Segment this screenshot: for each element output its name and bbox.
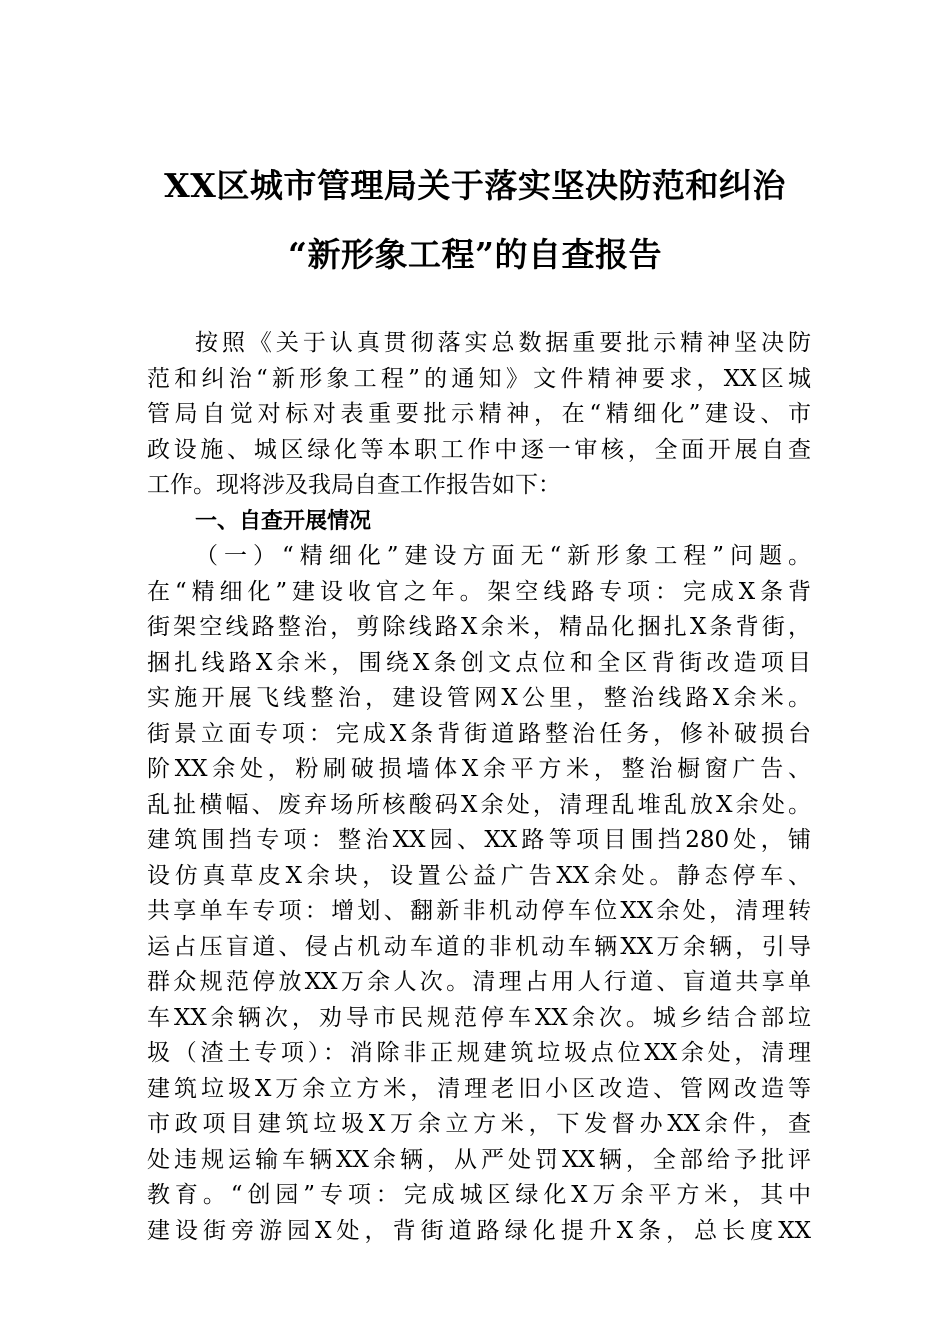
paragraph-2-line: 乱扯横幅、废弃场所核酸码X余处，清理乱堆乱放X余处。	[147, 791, 811, 818]
paragraph-2-line: 实施开展飞线整治，建设管网X公里，整治线路X余米。	[147, 685, 811, 711]
section-1-heading: 一、自查开展情况	[195, 508, 372, 534]
paragraph-1-line: 政设施、城区绿化等本职工作中逐一审核，全面开展自查	[147, 436, 811, 463]
paragraph-2-line: 市政项目建筑垃圾X万余立方米，下发督办XX余件，查	[147, 1111, 811, 1137]
paragraph-2-line: 处违规运输车辆XX余辆，从严处罚XX辆，全部给予批评	[147, 1146, 811, 1173]
paragraph-1-line: 按照《关于认真贯彻落实总数据重要批示精神坚决防	[195, 330, 811, 356]
paragraph-2-line: 群众规范停放XX万余人次。清理占用人行道、盲道共享单	[147, 969, 811, 995]
paragraph-2-line: 车XX余辆次，劝导市民规范停车XX余次。城乡结合部垃	[147, 1004, 811, 1031]
paragraph-2-line: 运占压盲道、侵占机动车道的非机动车辆XX万余辆，引导	[147, 933, 811, 960]
paragraph-2-line: 教育。“创园”专项：完成城区绿化X万余平方米，其中	[147, 1182, 811, 1208]
paragraph-1-line: 范和纠治“新形象工程”的通知》文件精神要求，XX区城	[147, 365, 811, 392]
paragraph-2-line: 设仿真草皮X余块，设置公益广告XX余处。静态停车、	[147, 862, 811, 889]
paragraph-1-line: 工作。现将涉及我局自查工作报告如下：	[147, 472, 561, 498]
paragraph-2-line: 阶XX余处，粉刷破损墙体X余平方米，整治橱窗广告、	[147, 756, 811, 782]
paragraph-2-line: 街景立面专项：完成X条背街道路整治任务，修补破损台	[147, 720, 811, 747]
paragraph-2-line: 捆扎线路X余米，围绕X条创文点位和全区背街改造项目	[147, 649, 811, 676]
paragraph-1-line: 管局自觉对标对表重要批示精神，在“精细化”建设、市	[147, 401, 811, 427]
paragraph-2-line: （一）“精细化”建设方面无“新形象工程”问题。	[195, 543, 811, 569]
paragraph-2-line: 建筑垃圾X万余立方米，清理老旧小区改造、管网改造等	[147, 1075, 811, 1102]
document-title-line-1: XX区城市管理局关于落实坚决防范和纠治	[164, 166, 786, 205]
paragraph-2-line: 街架空线路整治，剪除线路X余米，精品化捆扎X条背街，	[147, 614, 811, 640]
paragraph-2-line: 共享单车专项：增划、翻新非机动停车位XX余处，清理转	[147, 898, 811, 924]
paragraph-2-line: 建设街旁游园X处，背街道路绿化提升X条，总长度XX	[147, 1217, 811, 1244]
document-title-line-2: “新形象工程”的自查报告	[288, 235, 662, 274]
paragraph-2-line: 在“精细化”建设收官之年。架空线路专项：完成X条背	[147, 578, 811, 605]
paragraph-2-line: 圾（渣土专项）：消除非正规建筑垃圾点位XX余处，清理	[147, 1040, 811, 1066]
document-body	[147, 326, 811, 1249]
paragraph-2-line: 建筑围挡专项：整治XX园、XX路等项目围挡280处，铺	[147, 827, 811, 853]
